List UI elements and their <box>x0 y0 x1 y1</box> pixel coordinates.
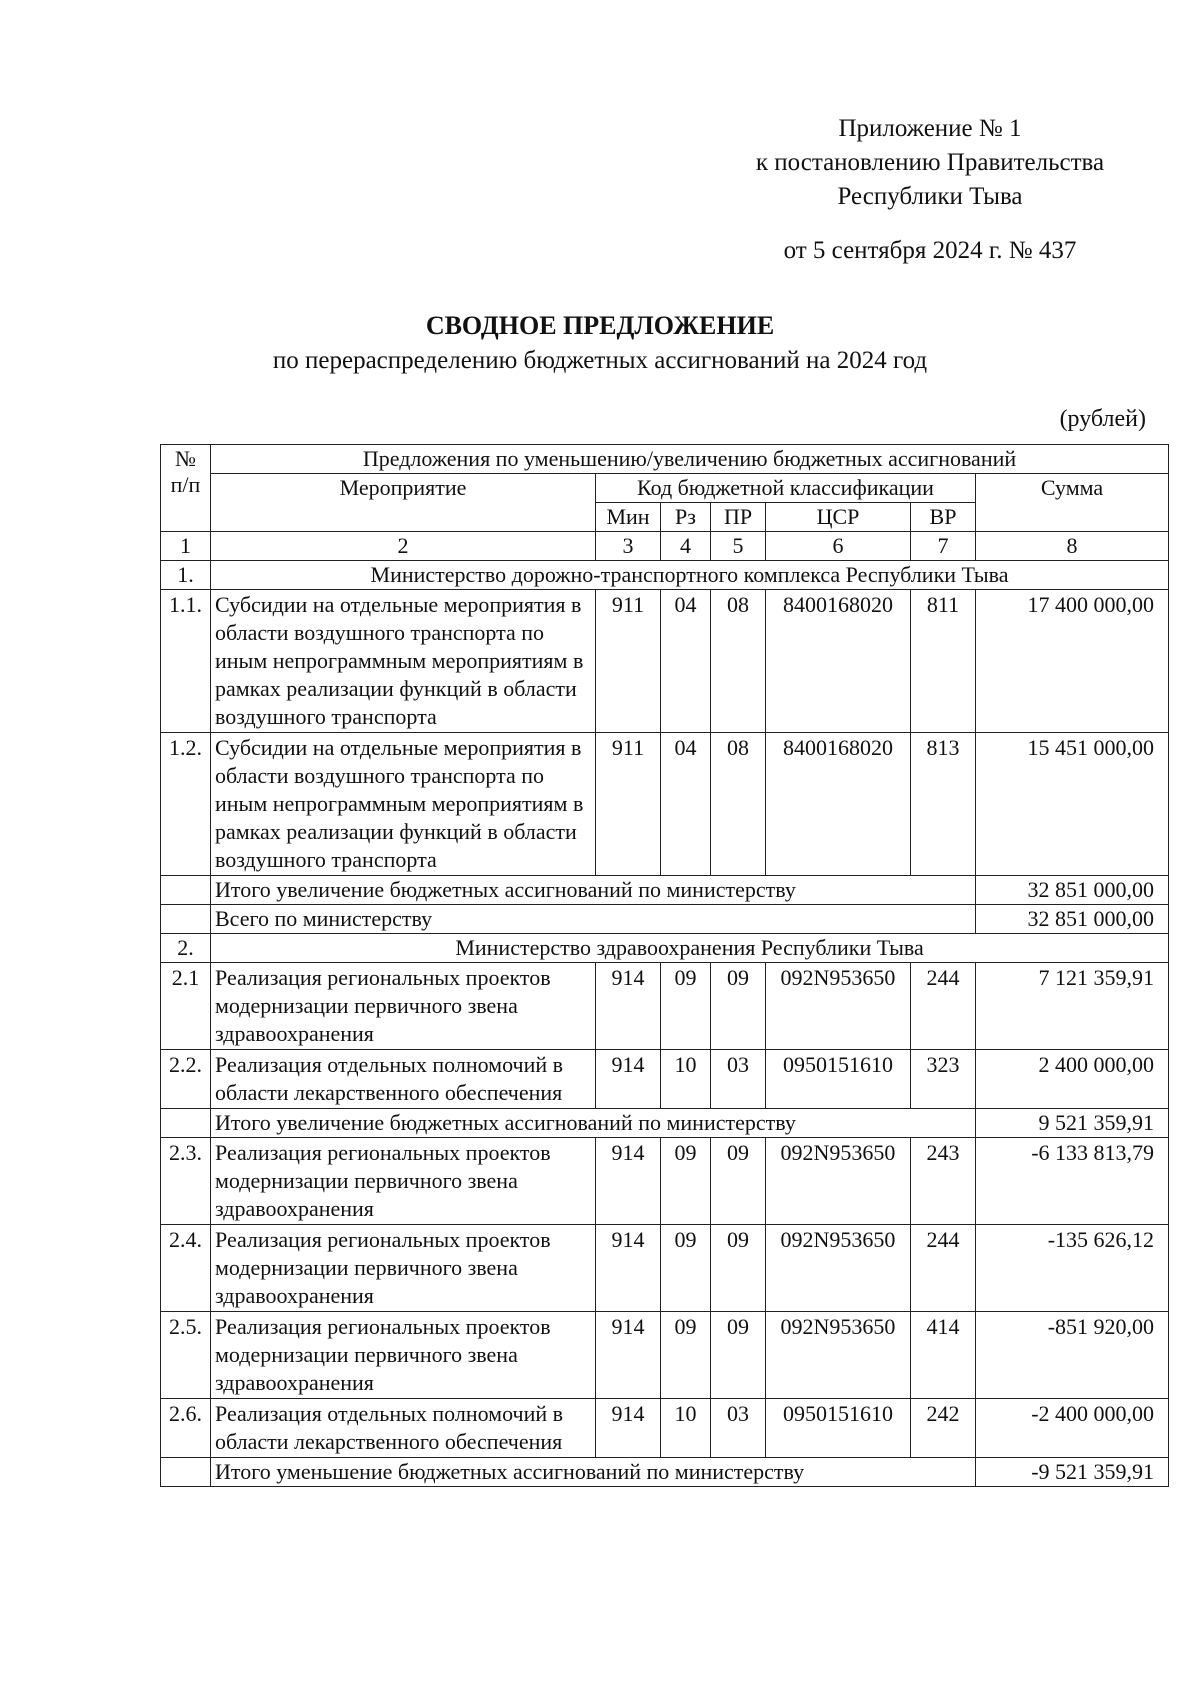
row-rz: 09 <box>661 1138 711 1225</box>
appendix-title: Приложение № 1 <box>838 115 1022 142</box>
row-pr: 09 <box>711 963 766 1050</box>
header-csr: ЦСР <box>766 503 911 532</box>
section-row <box>161 934 1169 963</box>
table-row <box>161 963 1169 1050</box>
row-description: Реализация региональных проектов модернизации первичного звена здравоохранения <box>211 1225 596 1312</box>
row-num: 1.2. <box>161 733 211 876</box>
header-sum: Сумма <box>976 474 1169 532</box>
table-row <box>161 1399 1169 1458</box>
row-min: 911 <box>596 590 661 733</box>
row-min: 914 <box>596 1138 661 1225</box>
header-rz: Рз <box>661 503 711 532</box>
row-vr: 244 <box>911 1225 976 1312</box>
document-title: СВОДНОЕ ПРЕДЛОЖЕНИЕ <box>425 311 775 340</box>
row-description: Реализация отдельных полномочий в области лекарственного обеспечения <box>211 1050 596 1109</box>
table-row <box>161 1050 1169 1109</box>
col-number: 6 <box>766 532 911 561</box>
column-numbers-row <box>161 532 1169 561</box>
row-description: Реализация региональных проектов модернизации первичного звена здравоохранения <box>211 1312 596 1399</box>
row-csr: 092N953650 <box>766 1138 911 1225</box>
row-pr: 09 <box>711 1138 766 1225</box>
row-num: 2.6. <box>161 1399 211 1458</box>
budget-table <box>160 444 1169 1487</box>
table-row <box>161 733 1169 876</box>
row-min: 914 <box>596 1225 661 1312</box>
row-sum: -135 626,12 <box>976 1225 1169 1312</box>
row-sum: 2 400 000,00 <box>976 1050 1169 1109</box>
row-vr: 244 <box>911 963 976 1050</box>
row-csr: 0950151610 <box>766 1399 911 1458</box>
table-row <box>161 1138 1169 1225</box>
total-label: Всего по министерству <box>211 905 976 934</box>
row-rz: 10 <box>661 1050 711 1109</box>
row-rz: 04 <box>661 733 711 876</box>
row-csr: 0950151610 <box>766 1050 911 1109</box>
subtotal-value: -9 521 359,91 <box>976 1458 1169 1487</box>
subtotal-row <box>161 876 1169 905</box>
section-num: 2. <box>161 934 211 963</box>
header-code: Код бюджетной классификации <box>596 474 976 503</box>
row-rz: 09 <box>661 1312 711 1399</box>
subtotal-value: 9 521 359,91 <box>976 1109 1169 1138</box>
col-number: 5 <box>711 532 766 561</box>
table-row <box>161 590 1169 733</box>
row-csr: 092N953650 <box>766 1225 911 1312</box>
row-description: Субсидии на отдельные мероприятия в области воздушного транспорта по иным непрограммным мероприятиям в рамках реализации функций в области воздушного транспорта <box>211 590 596 733</box>
col-number: 1 <box>161 532 211 561</box>
row-sum: 7 121 359,91 <box>976 963 1169 1050</box>
header-num: № п/п <box>161 445 211 532</box>
header-row-2 <box>161 474 1169 503</box>
subtotal-label: Итого увеличение бюджетных ассигнований по министерству <box>211 876 976 905</box>
col-number: 7 <box>911 532 976 561</box>
row-sum: -6 133 813,79 <box>976 1138 1169 1225</box>
row-min: 914 <box>596 963 661 1050</box>
subtotal-label: Итого уменьшение бюджетных ассигнований по министерству <box>211 1458 976 1487</box>
row-pr: 09 <box>711 1225 766 1312</box>
row-num: 2.1 <box>161 963 211 1050</box>
subtotal-label: Итого увеличение бюджетных ассигнований по министерству <box>211 1109 976 1138</box>
row-vr: 323 <box>911 1050 976 1109</box>
section-name: Министерство дорожно-транспортного комплекса Республики Тыва <box>211 561 1169 590</box>
section-name: Министерство здравоохранения Республики Тыва <box>211 934 1169 963</box>
header-event: Мероприятие <box>211 474 596 532</box>
row-min: 914 <box>596 1050 661 1109</box>
row-pr: 03 <box>711 1399 766 1458</box>
header-min: Мин <box>596 503 661 532</box>
header-vr: ВР <box>911 503 976 532</box>
section-num: 1. <box>161 561 211 590</box>
appendix-resolution: к постановлению Правительства <box>755 149 1105 176</box>
row-pr: 03 <box>711 1050 766 1109</box>
subtotal-row <box>161 1109 1169 1138</box>
subtotal-value: 32 851 000,00 <box>976 876 1169 905</box>
header-row-1 <box>161 445 1169 474</box>
total-value: 32 851 000,00 <box>976 905 1169 934</box>
col-number: 2 <box>211 532 596 561</box>
row-num: 2.4. <box>161 1225 211 1312</box>
table-row <box>161 1312 1169 1399</box>
row-sum: 15 451 000,00 <box>976 733 1169 876</box>
row-vr: 811 <box>911 590 976 733</box>
appendix-republic: Республики Тыва <box>837 183 1023 210</box>
row-csr: 8400168020 <box>766 733 911 876</box>
row-description: Реализация региональных проектов модернизации первичного звена здравоохранения <box>211 963 596 1050</box>
row-min: 914 <box>596 1312 661 1399</box>
row-rz: 09 <box>661 963 711 1050</box>
row-csr: 092N953650 <box>766 1312 911 1399</box>
row-min: 914 <box>596 1399 661 1458</box>
header-proposals: Предложения по уменьшению/увеличению бюджетных ассигнований <box>211 445 1169 474</box>
row-num: 2.3. <box>161 1138 211 1225</box>
col-number: 4 <box>661 532 711 561</box>
row-num: 2.5. <box>161 1312 211 1399</box>
row-rz: 09 <box>661 1225 711 1312</box>
row-rz: 04 <box>661 590 711 733</box>
row-sum: 17 400 000,00 <box>976 590 1169 733</box>
title-block <box>0 308 1200 378</box>
total-row <box>161 905 1169 934</box>
row-sum: -2 400 000,00 <box>976 1399 1169 1458</box>
row-min: 911 <box>596 733 661 876</box>
row-description: Субсидии на отдельные мероприятия в области воздушного транспорта по иным непрограммным мероприятиям в рамках реализации функций в области воздушного транспорта <box>211 733 596 876</box>
row-num: 2.2. <box>161 1050 211 1109</box>
row-vr: 242 <box>911 1399 976 1458</box>
unit-label: (рублей) <box>1059 406 1146 432</box>
row-pr: 08 <box>711 590 766 733</box>
table-row <box>161 1225 1169 1312</box>
row-description: Реализация региональных проектов модернизации первичного звена здравоохранения <box>211 1138 596 1225</box>
header-pr: ПР <box>711 503 766 532</box>
row-sum: -851 920,00 <box>976 1312 1169 1399</box>
subtotal-row <box>161 1458 1169 1487</box>
row-vr: 243 <box>911 1138 976 1225</box>
appendix-block <box>735 112 1125 268</box>
row-csr: 8400168020 <box>766 590 911 733</box>
row-vr: 414 <box>911 1312 976 1399</box>
row-rz: 10 <box>661 1399 711 1458</box>
section-row <box>161 561 1169 590</box>
document-subtitle: по перераспределению бюджетных ассигнований на 2024 год <box>272 347 928 374</box>
row-vr: 813 <box>911 733 976 876</box>
col-number: 8 <box>976 532 1169 561</box>
row-description: Реализация отдельных полномочий в области лекарственного обеспечения <box>211 1399 596 1458</box>
row-pr: 09 <box>711 1312 766 1399</box>
col-number: 3 <box>596 532 661 561</box>
row-num: 1.1. <box>161 590 211 733</box>
row-csr: 092N953650 <box>766 963 911 1050</box>
row-pr: 08 <box>711 733 766 876</box>
appendix-date: от 5 сентября 2024 г. № 437 <box>783 237 1077 264</box>
